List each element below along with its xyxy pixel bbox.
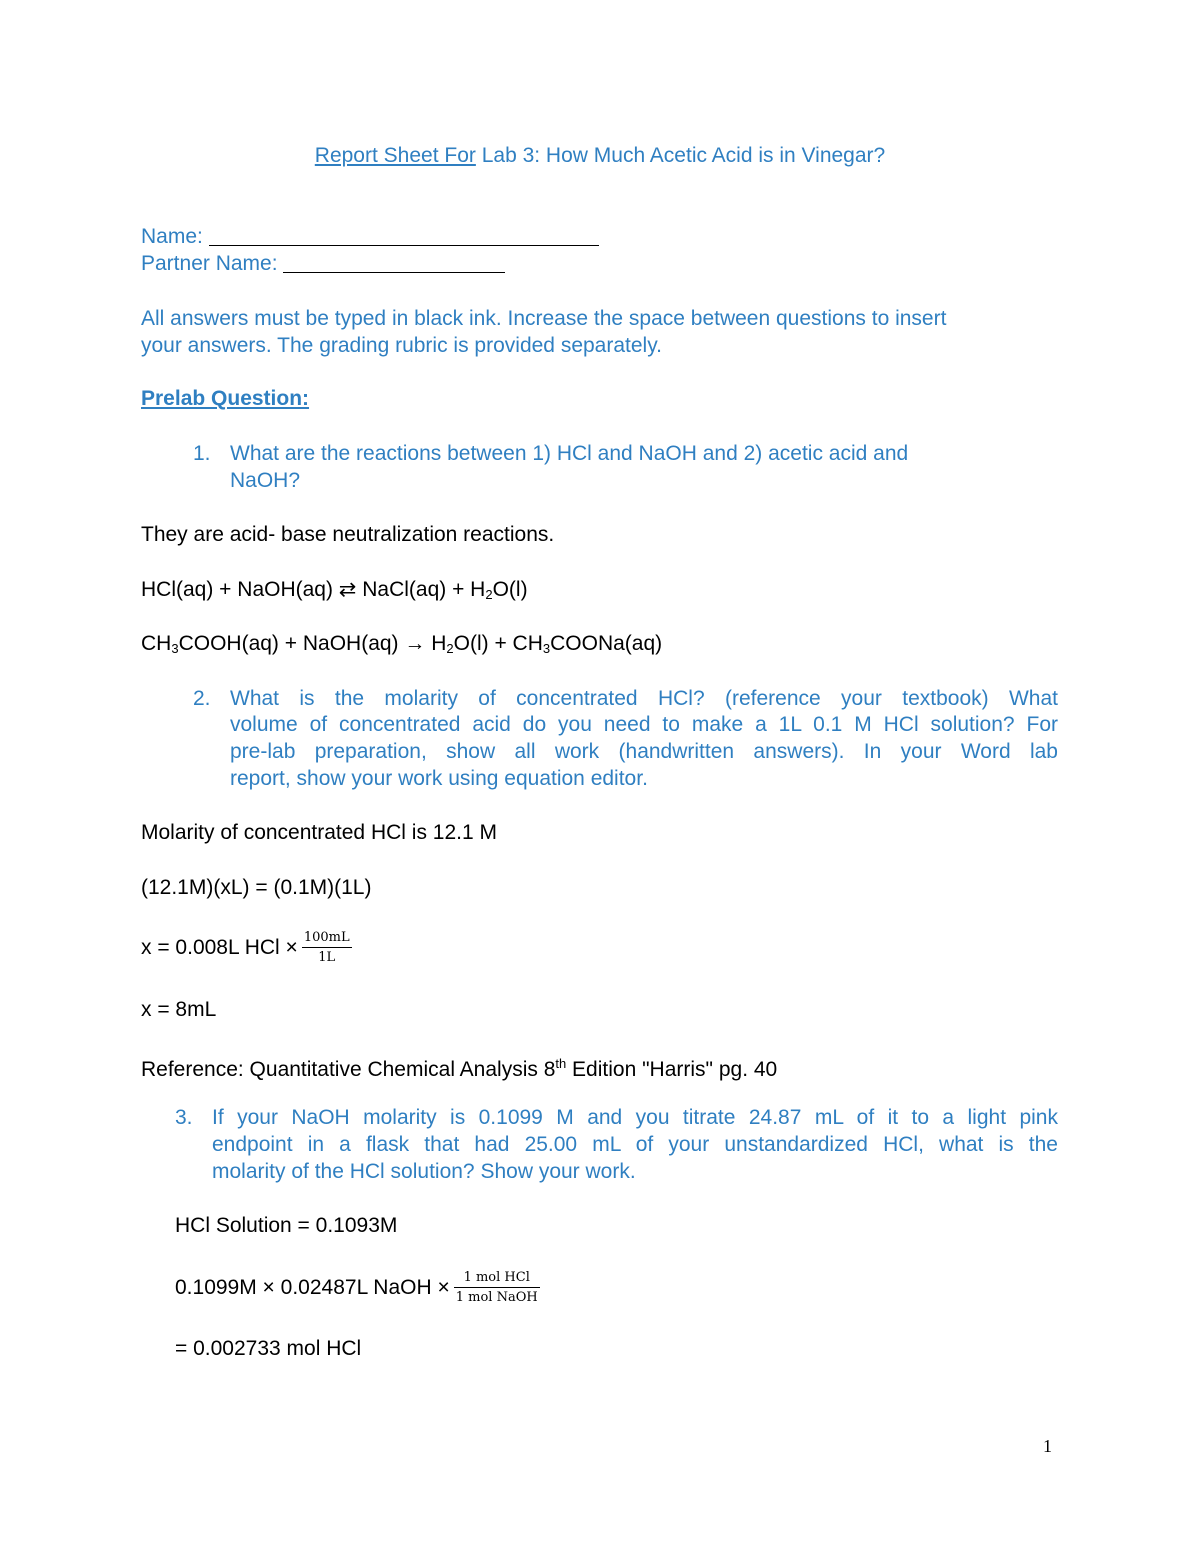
calc-text: 0.1099M × 0.02487L NaOH × xyxy=(175,1276,450,1299)
name-field xyxy=(141,224,599,250)
question-1-line-1: What are the reactions between 1) HCl and NaOH and 2) acetic acid and xyxy=(230,442,909,465)
fraction-numerator: 1 mol HCl xyxy=(454,1270,540,1288)
name-label: Name: xyxy=(141,225,203,248)
equation-2-subscript-1: 3 xyxy=(171,641,179,656)
instructions-line-2: your answers. The grading rubric is provided separately. xyxy=(141,334,662,357)
prelab-heading: Prelab Question: xyxy=(141,387,310,410)
instructions-line-1: All answers must be typed in black ink. Increase the space between questions to insert xyxy=(141,307,947,330)
fraction-mol-ratio xyxy=(454,1270,540,1306)
answer-3-result: = 0.002733 mol HCl xyxy=(175,1337,362,1360)
equation-1-subscript: 2 xyxy=(485,587,493,602)
equation-1-part-a: HCl(aq) + NaOH(aq) ⇄ NaCl(aq) + H xyxy=(141,578,486,601)
x-calc-text: x = 0.008L HCl × xyxy=(141,936,298,959)
fraction-denominator: 1L xyxy=(318,950,336,966)
answer-2-dilution: (12.1M)(xL) = (0.1M)(1L) xyxy=(141,876,372,899)
question-3-line-2: endpoint in a flask that had 25.00 mL of your unstandardized HCl, what is the xyxy=(212,1133,1058,1156)
reference-citation xyxy=(141,1051,777,1083)
report-title-link[interactable]: Report Sheet For xyxy=(314,144,476,167)
question-1-line-2: NaOH? xyxy=(230,469,301,492)
equation-2-part-c: O(l) + CH xyxy=(453,632,543,655)
question-3-number: 3. xyxy=(175,1106,193,1129)
fraction-ml-per-l xyxy=(302,930,352,966)
question-2-line-1: What is the molarity of concentrated HCl? (reference your textbook) What xyxy=(230,687,1058,710)
question-2-number: 2. xyxy=(193,687,211,710)
equation-2-subscript-2: 2 xyxy=(446,641,454,656)
question-2-line-2: volume of concentrated acid do you need to make a 1L 0.1 M HCl solution? For xyxy=(230,713,1058,736)
equation-1-part-b: O(l) xyxy=(492,578,528,601)
equation-2-part-a: CH xyxy=(141,632,172,655)
equation-acetic-naoh xyxy=(141,631,662,662)
question-1-number: 1. xyxy=(193,442,211,465)
name-blank[interactable] xyxy=(209,245,599,246)
page-number: 1 xyxy=(1043,1436,1052,1456)
fraction-numerator: 100mL xyxy=(302,930,352,948)
answer-3-solution: HCl Solution = 0.1093M xyxy=(175,1214,398,1237)
report-title-rest: Lab 3: How Much Acetic Acid is in Vinegar? xyxy=(475,144,886,167)
fraction-denominator: 1 mol NaOH xyxy=(455,1290,538,1306)
equation-2-part-d: COONa(aq) xyxy=(550,632,663,655)
partner-name-field xyxy=(141,251,505,277)
answer-2-x-result: x = 8mL xyxy=(141,998,217,1021)
answer-2-x-calc xyxy=(141,924,352,972)
question-3-line-1: If your NaOH molarity is 0.1099 M and you titrate 24.87 mL of it to a light pink xyxy=(212,1106,1058,1129)
question-2-line-3: pre-lab preparation, show all work (handwritten answers). In your Word lab xyxy=(230,740,1058,763)
partner-name-blank[interactable] xyxy=(283,272,505,273)
equation-2-part-b: COOH(aq) + NaOH(aq) → H xyxy=(178,632,447,655)
reference-part-a: Reference: Quantitative Chemical Analysis 8 xyxy=(141,1058,556,1081)
equation-2-subscript-3: 3 xyxy=(542,641,551,656)
answer-2-molarity: Molarity of concentrated HCl is 12.1 M xyxy=(141,821,497,844)
reference-superscript: th xyxy=(555,1056,567,1071)
equation-hcl-naoh xyxy=(141,577,528,608)
question-3-line-3: molarity of the HCl solution? Show your work. xyxy=(212,1160,636,1183)
report-title xyxy=(0,143,1200,169)
partner-name-label: Partner Name: xyxy=(141,252,278,275)
reference-part-b: Edition "Harris" pg. 40 xyxy=(566,1058,778,1081)
question-2-line-4: report, show your work using equation editor. xyxy=(230,767,648,790)
answer-3-calc xyxy=(175,1264,540,1312)
answer-1-statement: They are acid- base neutralization reactions. xyxy=(141,523,555,546)
